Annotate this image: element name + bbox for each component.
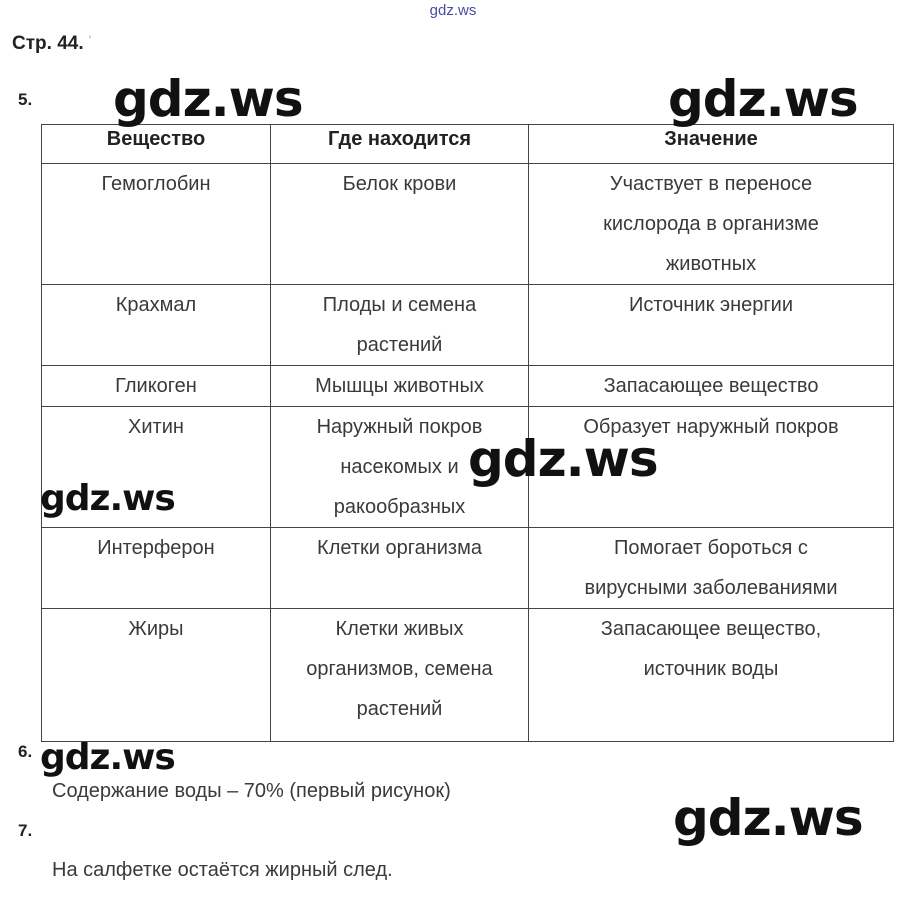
- substance-name: Гемоглобин: [101, 173, 211, 195]
- task-6-answer: Содержание воды – 70% (первый рисунок): [52, 780, 451, 802]
- location-line: насекомых и: [340, 456, 459, 478]
- location-line: Плоды и семена: [322, 294, 477, 316]
- location-line: организмов, семена: [306, 658, 493, 680]
- location-cell: [271, 285, 529, 366]
- meaning-cell: [529, 609, 894, 742]
- page-label-mark: ': [88, 33, 92, 47]
- site-watermark-top: gdz.ws: [429, 2, 477, 19]
- meaning-cell: [529, 164, 894, 285]
- task-7-answer: На салфетке остаётся жирный след.: [52, 859, 393, 881]
- table-header-row: [42, 125, 894, 164]
- location-line: Клетки организма: [317, 537, 482, 559]
- substance-name: Крахмал: [115, 294, 197, 316]
- substance-name: Интерферон: [97, 537, 215, 559]
- meaning-cell: [529, 285, 894, 366]
- location-line: Мышцы животных: [315, 375, 484, 397]
- task-5-number: 5.: [18, 90, 33, 109]
- task-6-number: 6.: [18, 742, 33, 761]
- substance-name: Гликоген: [115, 375, 197, 397]
- meaning-cell: [529, 528, 894, 609]
- watermark: gdz.ws: [40, 478, 175, 519]
- location-cell: [271, 609, 529, 742]
- substance-cell: [42, 285, 271, 366]
- location-line: Белок крови: [342, 173, 457, 195]
- watermark: gdz.ws: [113, 70, 303, 128]
- location-line: ракообразных: [333, 496, 466, 518]
- location-line: Наружный покров: [316, 416, 483, 438]
- location-line: Клетки живых: [335, 618, 464, 640]
- table-row: [42, 528, 894, 609]
- task-7-number: 7.: [18, 821, 33, 840]
- location-cell: [271, 528, 529, 609]
- substance-name: Хитин: [128, 416, 184, 438]
- meaning-line: Запасающее вещество,: [600, 618, 822, 640]
- substance-cell: [42, 528, 271, 609]
- meaning-line: кислорода в организме: [603, 213, 819, 235]
- meaning-line: Участвует в переносе: [609, 173, 813, 195]
- substance-cell: [42, 366, 271, 407]
- meaning-cell: [529, 366, 894, 407]
- table-row: [42, 366, 894, 407]
- substance-name: Жиры: [128, 618, 184, 640]
- meaning-line: Источник энергии: [628, 294, 794, 316]
- substance-cell: [42, 164, 271, 285]
- location-line: растений: [356, 698, 443, 720]
- watermark: gdz.ws: [468, 430, 658, 488]
- table-row: [42, 609, 894, 742]
- location-cell: [271, 366, 529, 407]
- meaning-line: вирусными заболеваниями: [584, 577, 838, 599]
- meaning-line: Запасающее вещество: [603, 375, 819, 397]
- meaning-line: Помогает бороться с: [614, 537, 808, 559]
- table-header-cell: Где находится: [271, 125, 529, 164]
- meaning-line: животных: [665, 253, 757, 275]
- location-line: растений: [356, 334, 443, 356]
- table-row: [42, 285, 894, 366]
- location-cell: [271, 164, 529, 285]
- table-header-cell: Вещество: [42, 125, 271, 164]
- page-label-text: Стр. 44.: [12, 33, 84, 54]
- substance-cell: [42, 609, 271, 742]
- watermark: gdz.ws: [673, 789, 863, 847]
- table-row: [42, 164, 894, 285]
- watermark: gdz.ws: [40, 737, 175, 778]
- meaning-line: источник воды: [643, 658, 779, 680]
- meaning-line: Образует наружный покров: [583, 416, 839, 438]
- table-header-cell: Значение: [529, 125, 894, 164]
- page-label: [12, 33, 91, 55]
- watermark: gdz.ws: [668, 70, 858, 128]
